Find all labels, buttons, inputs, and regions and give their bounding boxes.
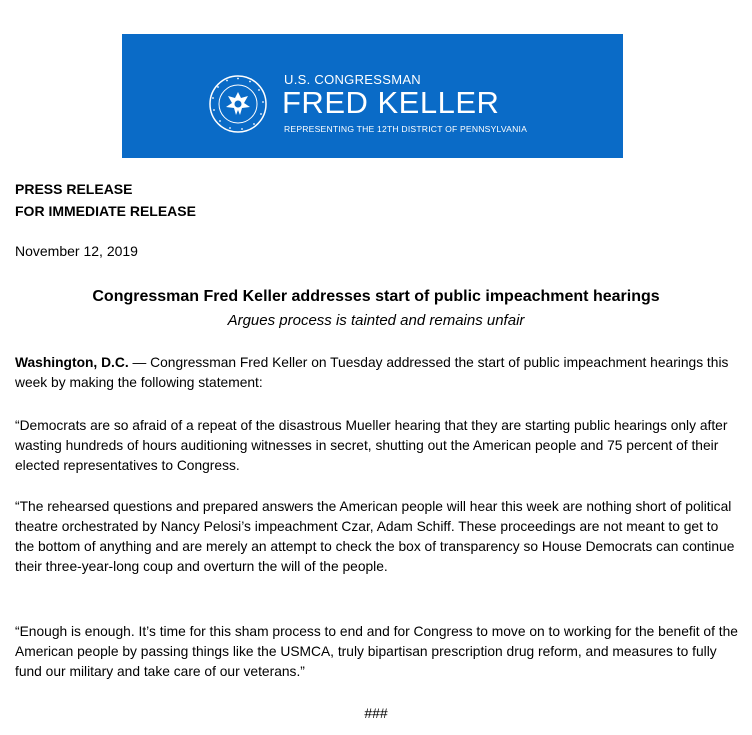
- paragraph-1-text: — Congressman Fred Keller on Tuesday addressed the start of public impeachment hearings this week by making the following statement:: [15, 355, 729, 390]
- end-mark: ###: [364, 705, 388, 721]
- immediate-release-label: FOR IMMEDIATE RELEASE: [15, 203, 196, 219]
- banner-top-line: U.S. CONGRESSMAN: [284, 72, 421, 87]
- house-seal-icon: [208, 74, 268, 134]
- headline-subtitle: Argues process is tainted and remains unfair: [227, 312, 525, 329]
- dateline: Washington, D.C.: [15, 355, 129, 370]
- release-date: November 12, 2019: [15, 243, 138, 259]
- banner-name: FRED KELLER: [282, 85, 500, 120]
- paragraph-4: “Enough is enough. It’s time for this sham process to end and for Congress to move on to working for the benefit of the American people by passing things like the USMCA, truly bipartisan prescription drug reform, and measures to fully fund our military and take care of our veterans.”: [15, 624, 738, 679]
- header-banner: [122, 34, 623, 158]
- banner-subtitle: REPRESENTING THE 12TH DISTRICT OF PENNSYLVANIA: [284, 124, 528, 134]
- headline-title: Congressman Fred Keller addresses start of public impeachment hearings: [92, 288, 660, 305]
- paragraph-1: [15, 353, 739, 393]
- paragraph-3: “The rehearsed questions and prepared answers the American people will hear this week are nothing short of political theatre orchestrated by Nancy Pelosi’s impeachment Czar, Adam Schiff. These proceedings are not meant to get to the bottom of anything and are merely an attempt to check the box of transparency so House Democrats can continue their three-year-long coup and overturn the will of the people.: [15, 499, 735, 574]
- paragraph-2: “Democrats are so afraid of a repeat of the disastrous Mueller hearing that they are starting public hearings only after wasting hundreds of hours auditioning witnesses in secret, shutting out the American people and 75 percent of their elected representatives to Congress.: [15, 418, 728, 473]
- press-release-label: PRESS RELEASE: [15, 181, 133, 197]
